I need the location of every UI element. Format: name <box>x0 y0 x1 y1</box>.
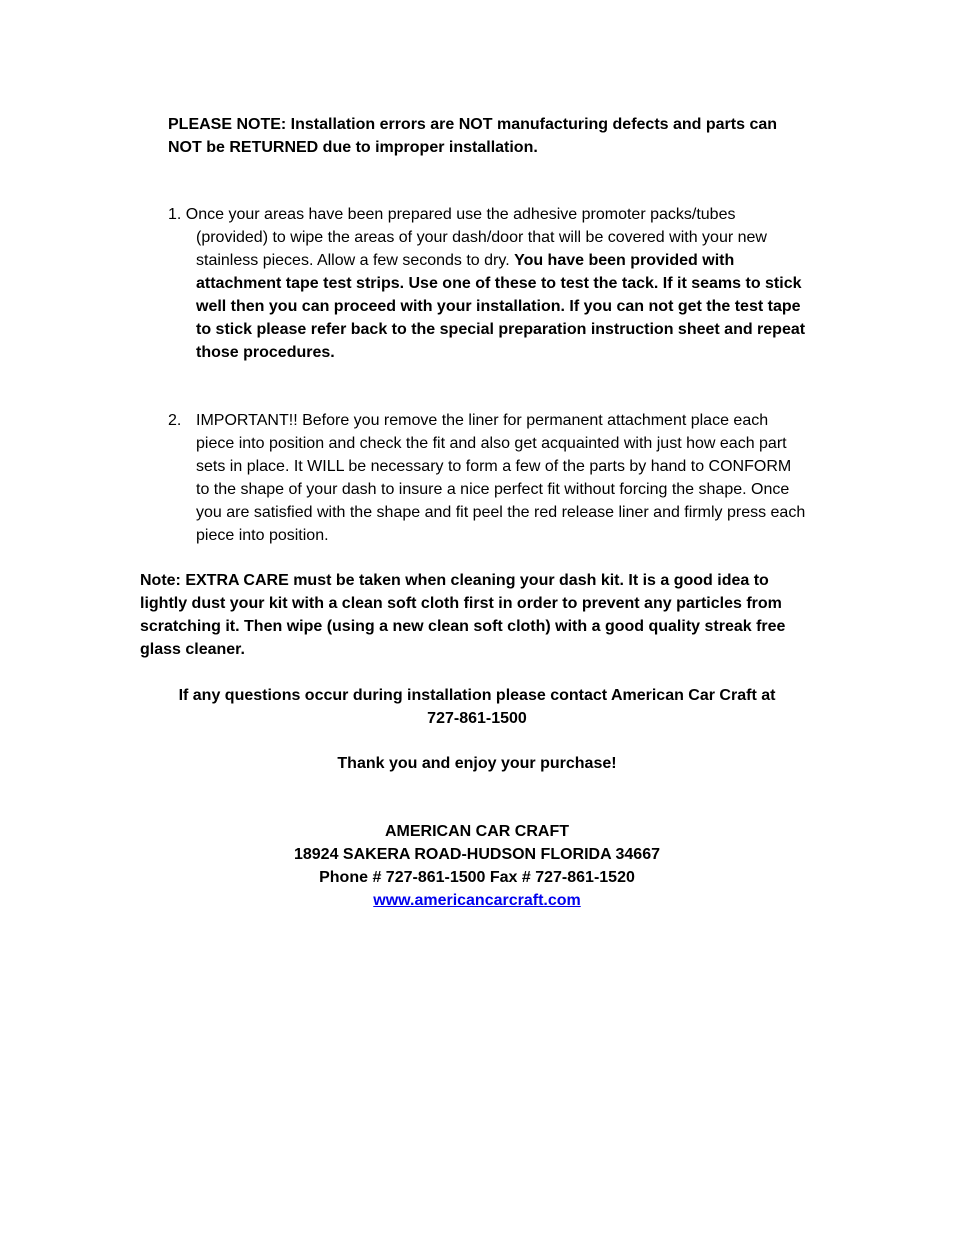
company-address: 18924 SAKERA ROAD-HUDSON FLORIDA 34667 <box>293 846 660 863</box>
company-block <box>120 820 834 912</box>
thank-you-line: Thank you and enjoy your purchase! <box>337 755 617 772</box>
step-2-text: IMPORTANT!! Before you remove the liner for permanent attachment place each piece into position and check the fit and also get acquainted with just how each part sets in place. It WILL be necessary to form a few of the parts by hand to CONFORM to the shape of your dash to insure a nice perfect fit without forcing the shape. Once you are satisfied with the shape and fit peel the red release liner and firmly press each piece into position. <box>196 412 806 544</box>
step-2 <box>168 409 808 547</box>
step-2-number: 2. <box>168 412 182 429</box>
care-note-paragraph: Note: EXTRA CARE must be taken when cleaning your dash kit. It is a good idea to lightly dust your kit with a clean soft cloth first in order to prevent any particles from scratching it. Then wipe (using a new clean soft cloth) with a good quality streak free glass cleaner. <box>140 572 786 658</box>
questions-line-1: If any questions occur during installation please contact American Car Craft at <box>178 687 776 704</box>
questions-phone: 727-861-1500 <box>427 710 527 727</box>
questions-block <box>120 684 834 730</box>
please-note-paragraph: PLEASE NOTE: Installation errors are NOT manufacturing defects and parts can NOT be RETURNED due to improper installation. <box>168 116 778 156</box>
company-name: AMERICAN CAR CRAFT <box>385 823 569 840</box>
company-phones: Phone # 727-861-1500 Fax # 727-861-1520 <box>319 869 635 886</box>
step-1-text: Once your areas have been prepared use the adhesive promoter packs/tubes (provided) to wipe the areas of your dash/door that will be covered with your new stainless pieces. Allow a few seconds to dry. <box>185 206 767 269</box>
step-1-body <box>168 203 808 364</box>
step-1 <box>168 203 808 364</box>
step-1-bold-text: You have been provided with attachment tape test strips. Use one of these to test the tack. If it seams to stick well then you can proceed with your installation. If you can not get the test tape to stick please refer back to the special preparation instruction sheet and repeat those procedures. <box>196 252 806 361</box>
company-website-link[interactable]: www.americancarcraft.com <box>373 892 581 909</box>
step-1-number: 1. <box>168 206 182 223</box>
